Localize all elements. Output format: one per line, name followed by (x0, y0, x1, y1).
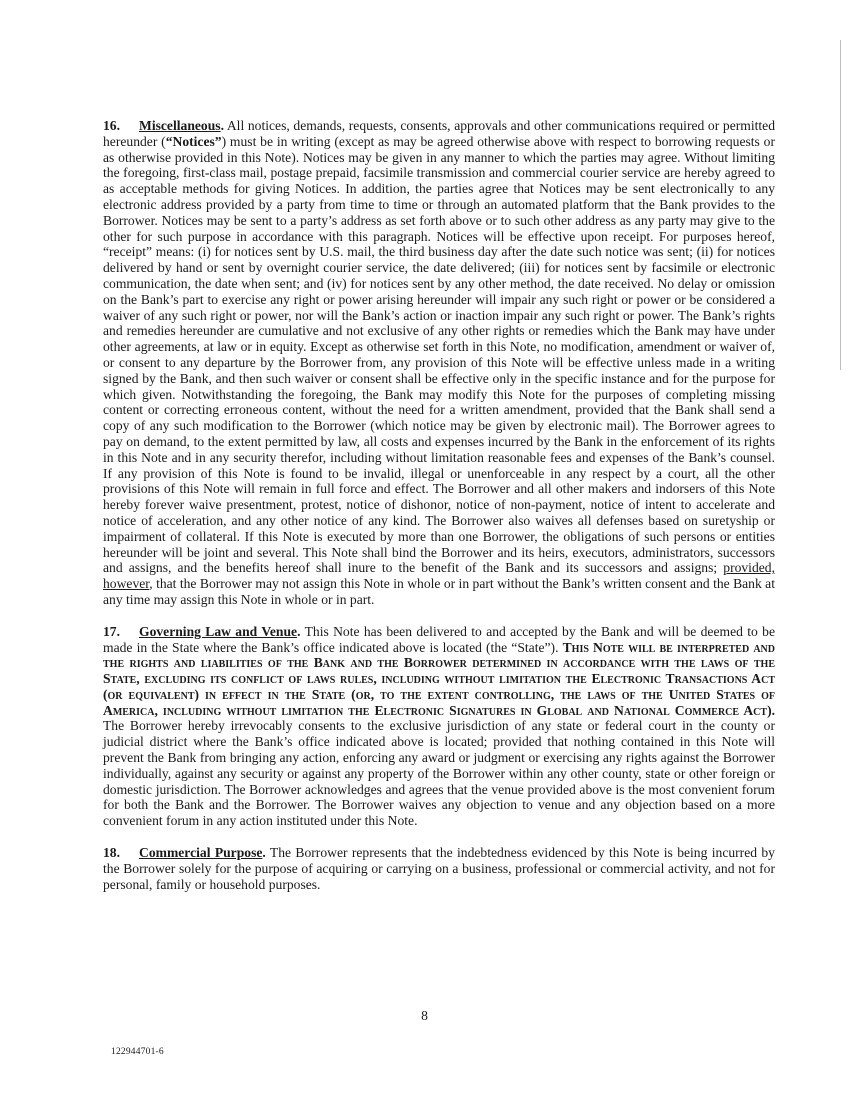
section-text: The Borrower hereby irrevocably consents to the exclusive jurisdiction of any state or federal court in the county or judicial district where the Bank’s office indicated above is located; provided that nothing contained in this Note will prevent the Bank from bringing any action, enforcing any award or judgment or exercising any rights against the Borrower individually, against any security or against any property of the Borrower within any other county, state or other foreign or domestic jurisdiction. The Borrower acknowledges and agrees that the venue provided above is the most convenient forum for both the Bank and the Borrower. The Borrower waives any objection to venue and any objection based on a more convenient forum in any action instituted under this Note. (103, 718, 775, 829)
section-text: ) must be in writing (except as may be agreed otherwise above with respect to borrowing requests or as otherwise provided in this Note). Notices may be given in any manner to which the parties may agree. Without limiting the foregoing, first-class mail, postage prepaid, facsimile transmission and commercial courier service are hereby agreed to as acceptable methods for giving Notices. In addition, the parties agree that Notices may be sent electronically to any electronic address provided by a party from time to time or through an automated platform that the Bank provides to the Borrower. Notices may be sent to a party’s address as set forth above or to such other address as any party may give to the other for such purpose in accordance with this paragraph. Notices will be effective upon receipt. For purposes hereof, “receipt” means: (i) for notices sent by U.S. mail, the third business day after the date such notice was sent; (ii) for notices delivered by hand or sent by overnight courier service, the date delivered; (iii) for notices sent by facsimile or electronic communication, the date when sent; and (iv) for notices sent by any other method, the date received. No delay or omission on the Bank’s part to exercise any right or power arising hereunder will impair any such right or power or be considered a waiver of any such right or power, nor will the Bank’s action or inaction impair any such right or power. The Bank’s rights and remedies hereunder are cumulative and not exclusive of any other rights or remedies which the Bank may have under other agreements, at law or in equity. Except as otherwise set forth in this Note, no modification, amendment or waiver of, or consent to any departure by the Borrower from, any provision of this Note will be effective unless made in a writing signed by the Bank, and then such waiver or consent shall be effective only in the specific instance and for the purpose for which given. Notwithstanding the foregoing, the Bank may modify this Note for the purposes of completing missing content or correcting erroneous content, without the need for a written amendment, provided that the Bank shall send a copy of any such modification to the Borrower (which notice may be given by electronic mail). The Borrower agrees to pay on demand, to the extent permitted by law, all costs and expenses incurred by the Bank in the enforcement of its rights in this Note and in any security therefor, including without limitation reasonable fees and expenses of the Bank’s counsel. If any provision of this Note is found to be invalid, illegal or unenforceable in any respect by a court, all the other provisions of this Note will remain in full force and effect. The Borrower and all other makers and indorsers of this Note hereby forever waive presentment, protest, notice of dishonor, notice of non-payment, notice of intent to accelerate and notice of acceleration, and any other notice of any kind. The Borrower also waives all defenses based on suretyship or impairment of collateral. If this Note is executed by more than one Borrower, the obligations of such persons or entities hereunder will be joint and several. This Note shall bind the Borrower and its heirs, executors, administrators, successors and assigns, and the benefits hereof shall inure to the benefit of the Bank and its successors and assigns; (103, 133, 775, 576)
section-text: The Borrower represents that the indebtedness evidenced by this Note is being incurred by the Borrower solely for the purpose of acquiring or carrying on a business, professional or commercial activity, and not for personal, family or household purposes. (103, 845, 775, 892)
section-16-miscellaneous (103, 118, 775, 608)
heading-period: . (262, 845, 266, 861)
section-number: 16. (103, 118, 120, 133)
provided-however-term: provided, however (103, 560, 775, 592)
heading-period: . (297, 623, 301, 639)
section-heading: Governing Law and Venue (139, 623, 298, 639)
section-heading: Commercial Purpose (139, 845, 263, 861)
scan-edge-line (840, 40, 841, 370)
section-text: This Note has been delivered to and accepted by the Bank and will be deemed to be made in the State where the Bank’s office indicated above is located (the “State”). (103, 623, 776, 655)
section-number: 17. (103, 623, 120, 639)
governing-law-clause: This Note will be interpreted and the rights and liabilities of the Bank and the Borrower determined in accordance with the laws of the State, excluding its conflict of laws rules, including without limitation the Electronic Transactions Act (or equivalent) in effect in the State (or, to the extent controlling, the laws of the United States of America, including without limitation the Electronic Signatures in Global and National Commerce Act). (103, 639, 775, 718)
defined-term-notices: “Notices” (165, 133, 222, 149)
section-18-commercial-purpose (103, 845, 775, 892)
section-text: All notices, demands, requests, consents, approvals and other communications required or permitted hereunder ( (103, 118, 775, 149)
document-id: 122944701-6 (111, 1047, 164, 1057)
document-body (103, 118, 775, 908)
section-17-governing-law (103, 624, 775, 829)
page-number: 8 (421, 1008, 428, 1023)
section-number: 18. (103, 845, 120, 861)
heading-period: . (220, 118, 224, 133)
section-heading: Miscellaneous (139, 118, 221, 133)
section-text: , that the Borrower may not assign this Note in whole or in part without the Bank’s written consent and the Bank at any time may assign this Note in whole or in part. (103, 576, 775, 607)
